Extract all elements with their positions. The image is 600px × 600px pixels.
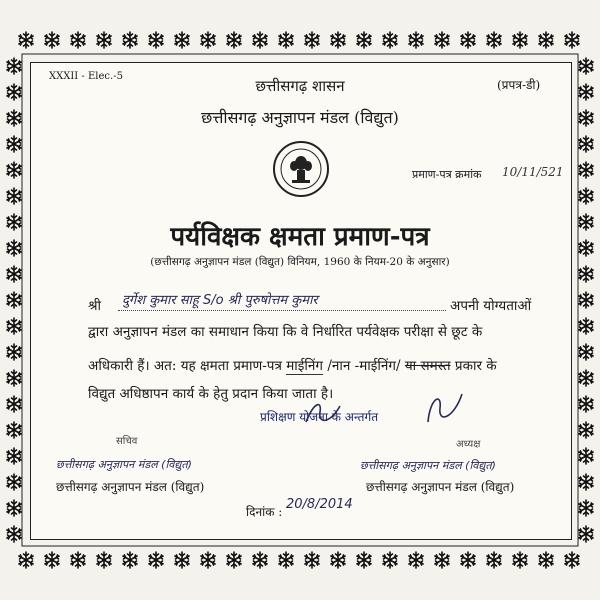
- snowflake-icon: [7, 188, 21, 204]
- board-heading: छत्तीसगढ़ अनुज्ञापन मंडल (विद्युत): [201, 108, 399, 127]
- snowflake-icon: [539, 32, 553, 48]
- snowflake-icon: [7, 422, 21, 438]
- snowflake-icon: [331, 552, 345, 568]
- snowflake-icon: [7, 318, 21, 334]
- snowflake-icon: [149, 552, 163, 568]
- certificate-number-value: 10/11/521: [502, 165, 564, 179]
- snowflake-icon: [579, 58, 593, 74]
- snowflake-icon: [579, 370, 593, 386]
- snowflake-icon: [305, 552, 319, 568]
- snowflake-icon: [579, 162, 593, 178]
- snowflake-icon: [539, 552, 553, 568]
- snowflake-icon: [71, 552, 85, 568]
- right-signature-mark: [420, 388, 466, 428]
- snowflake-icon: [461, 32, 475, 48]
- snowflake-icon: [579, 344, 593, 360]
- snowflake-icon: [201, 552, 215, 568]
- mining-term: माईनिंग: [286, 358, 324, 374]
- date-label: दिनांक :: [246, 505, 283, 519]
- snowflake-icon: [279, 552, 293, 568]
- snowflake-icon: [253, 32, 267, 48]
- form-tag: (प्रपत्र-डी): [497, 78, 541, 92]
- snowflake-icon: [7, 500, 21, 516]
- secretary-board: छत्तीसगढ़ अनुज्ञापन मंडल (विद्युत): [56, 480, 205, 494]
- body-line-4: विद्युत अधिष्ठापन कार्य के हेतु प्रदान किया जाता है।: [88, 386, 334, 402]
- snowflake-icon: [227, 32, 241, 48]
- snowflake-icon: [579, 448, 593, 464]
- snowflake-icon: [7, 162, 21, 178]
- training-scheme-note: प्रशिक्षण योजना के अन्तर्गत: [260, 410, 379, 424]
- snowflake-icon: [97, 552, 111, 568]
- snowflake-icon: [579, 396, 593, 412]
- snowflake-icon: [45, 552, 59, 568]
- snowflake-icon: [579, 136, 593, 152]
- snowflake-icon: [579, 292, 593, 308]
- secretary-title: सचिव: [116, 436, 138, 447]
- snowflake-icon: [579, 318, 593, 334]
- snowflake-icon: [435, 552, 449, 568]
- snowflake-icon: [513, 32, 527, 48]
- chairman-board: छत्तीसगढ़ अनुज्ञापन मंडल (विद्युत): [366, 480, 515, 494]
- snowflake-icon: [175, 552, 189, 568]
- snowflake-icon: [175, 32, 189, 48]
- snowflake-icon: [227, 552, 241, 568]
- snowflake-icon: [7, 292, 21, 308]
- snowflake-icon: [331, 32, 345, 48]
- struck-term: या समस्त: [404, 358, 451, 374]
- snowflake-icon: [7, 344, 21, 360]
- body-line-2: द्वारा अनुज्ञापन मंडल का समाधान किया कि वे निर्धारित पर्यवेक्षक परीक्षा से छूट के: [88, 324, 483, 340]
- snowflake-icon: [383, 32, 397, 48]
- snowflake-icon: [579, 474, 593, 490]
- certificate-title: पर्यविक्षक क्षमता प्रमाण-पत्र: [170, 222, 430, 252]
- snowflake-icon: [357, 552, 371, 568]
- snowflake-icon: [123, 552, 137, 568]
- snowflake-icon: [357, 32, 371, 48]
- snowflake-icon: [305, 32, 319, 48]
- date-value: 20/8/2014: [286, 497, 353, 512]
- snowflake-icon: [579, 188, 593, 204]
- snowflake-icon: [149, 32, 163, 48]
- snowflake-icon: [409, 552, 423, 568]
- state-emblem-icon: [272, 140, 330, 202]
- honorific: श्री: [88, 298, 102, 314]
- snowflake-icon: [565, 552, 579, 568]
- snowflake-icon: [7, 58, 21, 74]
- snowflake-icon: [19, 32, 33, 48]
- secretary-stamp: छत्तीसगढ़ अनुज्ञापन मंडल (विद्युत): [56, 458, 192, 471]
- body-line-3-end: प्रकार के: [454, 358, 497, 374]
- snowflake-icon: [7, 370, 21, 386]
- snowflake-icon: [19, 552, 33, 568]
- snowflake-icon: [279, 32, 293, 48]
- snowflake-icon: [565, 32, 579, 48]
- snowflake-icon: [579, 422, 593, 438]
- snowflake-icon: [7, 396, 21, 412]
- snowflake-icon: [7, 526, 21, 542]
- snowflake-icon: [461, 552, 475, 568]
- certificate-number-label: प्रमाण-पत्र क्रमांक: [412, 168, 482, 181]
- certificate-subtitle: (छत्तीसगढ़ अनुज्ञापन मंडल (विद्युत) विनियम, 1960 के नियम-20 के अनुसार): [150, 256, 450, 268]
- snowflake-icon: [201, 32, 215, 48]
- government-heading: छत्तीसगढ़ शासन: [255, 77, 345, 95]
- body-line-3-start: अधिकारी हैं। अत: यह क्षमता प्रमाण-पत्र: [88, 358, 282, 374]
- body-line-3: [88, 356, 497, 374]
- snowflake-icon: [435, 32, 449, 48]
- snowflake-icon: [487, 552, 501, 568]
- snowflake-icon: [383, 552, 397, 568]
- left-signature-mark: [300, 398, 344, 428]
- form-code: XXXII - Elec.-5: [49, 71, 123, 82]
- chairman-title: अध्यक्ष: [456, 439, 481, 450]
- snowflake-icon: [7, 136, 21, 152]
- chairman-stamp: छत्तीसगढ़ अनुज्ञापन मंडल (विद्युत): [360, 459, 496, 472]
- body-line-1-end: अपनी योग्यताओं: [450, 298, 532, 314]
- snowflake-icon: [97, 32, 111, 48]
- snowflake-icon: [123, 32, 137, 48]
- snowflake-icon: [71, 32, 85, 48]
- snowflake-icon: [513, 552, 527, 568]
- snowflake-icon: [487, 32, 501, 48]
- snowflake-icon: [409, 32, 423, 48]
- snowflake-icon: [253, 552, 267, 568]
- holder-name: दुर्गेश कुमार साहू S/o श्री पुरुषोत्तम कुमार: [122, 293, 318, 308]
- snowflake-icon: [579, 500, 593, 516]
- snowflake-icon: [45, 32, 59, 48]
- non-mining-term: /नान -माईनिंग/: [327, 358, 401, 374]
- snowflake-icon: [7, 448, 21, 464]
- snowflake-icon: [579, 526, 593, 542]
- snowflake-icon: [7, 474, 21, 490]
